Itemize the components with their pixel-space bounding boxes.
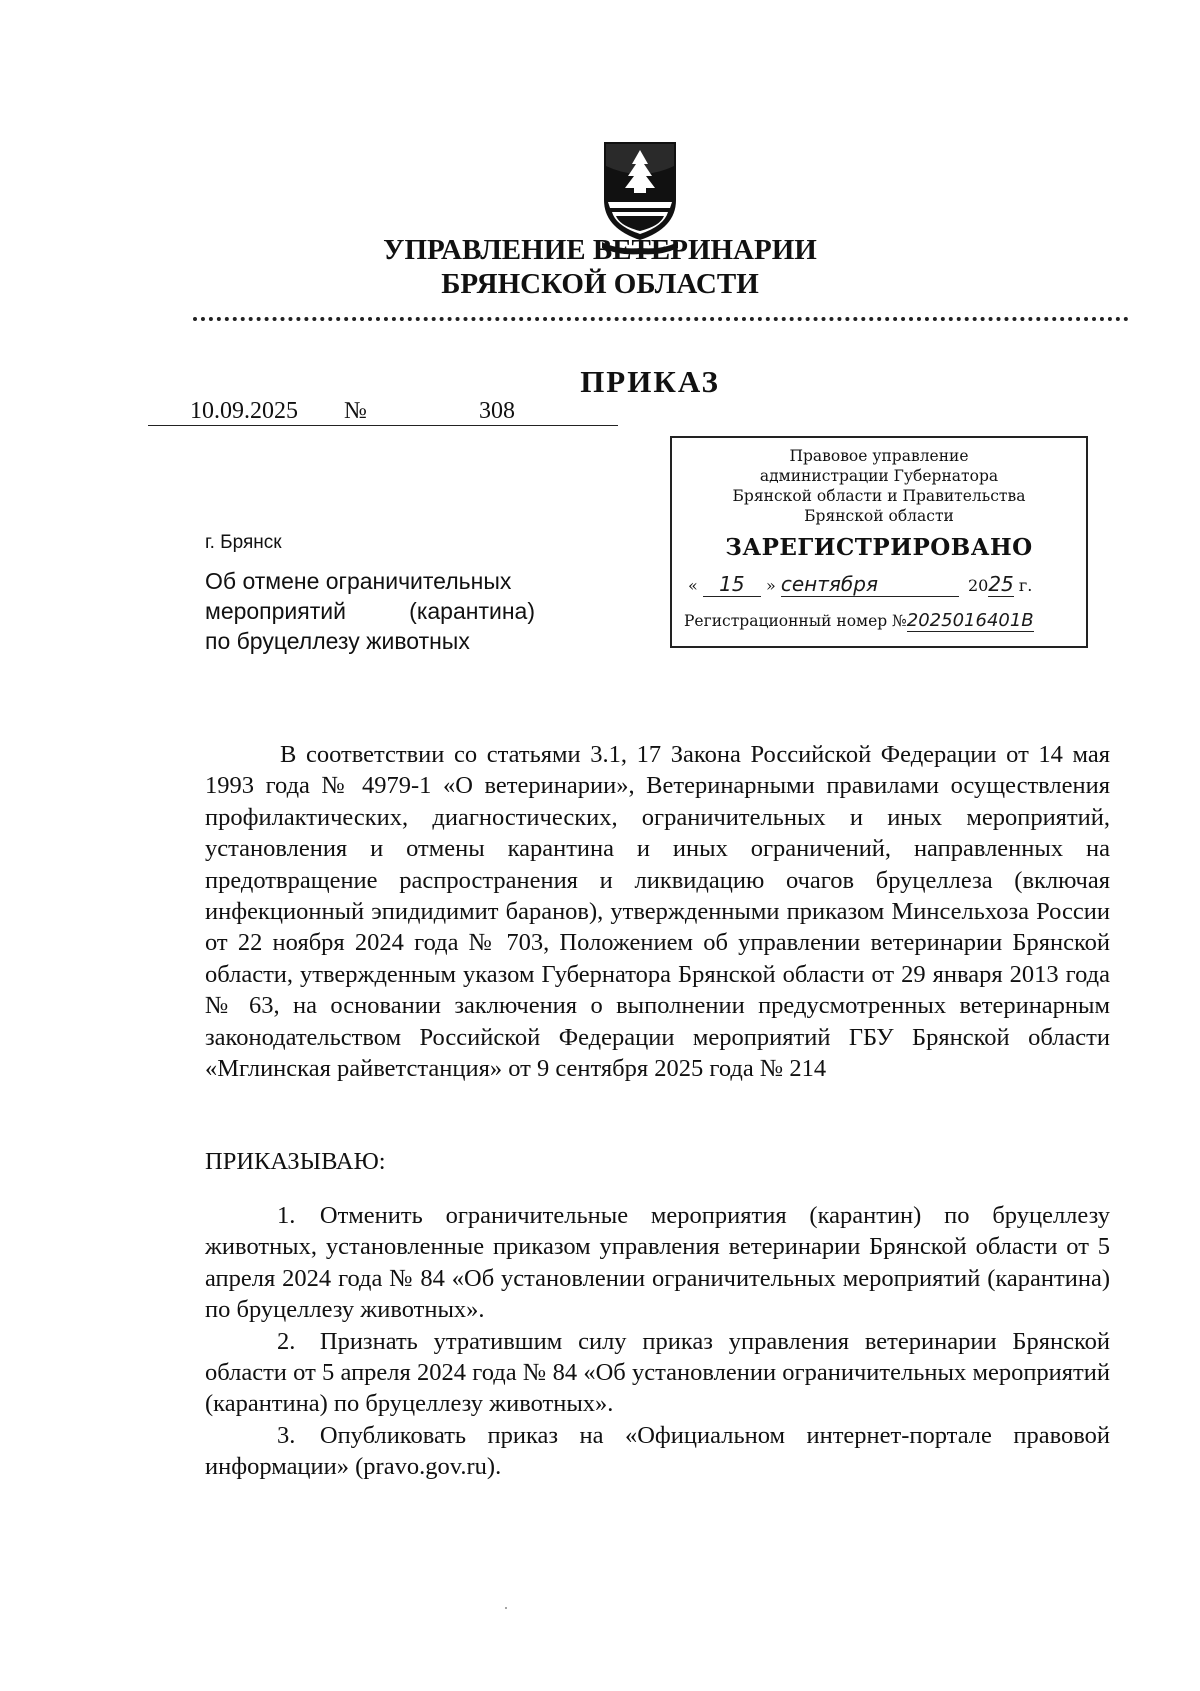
order-date: 10.09.2025 <box>190 398 298 424</box>
stamp-line4: Брянской области <box>804 507 954 525</box>
stamp-registered: ЗАРЕГИСТРИРОВАНО <box>725 534 1033 561</box>
order-subject <box>205 566 535 656</box>
stamp-reg-line <box>684 610 1080 632</box>
date-number-line <box>148 398 618 428</box>
header-divider <box>193 317 1129 321</box>
subject-line3: по бруцеллезу животных <box>205 628 470 654</box>
stamp-reg-number: 2025016401B <box>906 610 1034 631</box>
order-word: ПРИКАЗЫВАЮ: <box>205 1148 386 1175</box>
stamp-year: 25 <box>988 572 1014 596</box>
org-name-line2: БРЯНСКОЙ ОБЛАСТИ <box>441 268 759 300</box>
order-item-2: 2. Признать утратившим силу приказ управления ветеринарии Брянской области от 5 апреля 2024 года № 84 «Об установлении ограничительных мероприятий (карантина) по бруцеллезу животных». <box>205 1327 1110 1418</box>
subject-line1: Об отмене ограничительных <box>205 568 512 594</box>
stamp-month: сентября <box>781 572 959 597</box>
order-number: 308 <box>479 398 515 424</box>
stamp-line2: администрации Губернатора <box>759 467 999 485</box>
order-item-1: 1. Отменить ограничительные мероприятия (карантин) по бруцеллезу животных, установленные приказом управления ветеринарии Брянской области от 5 апреля 2024 года № 84 «Об установлении ограничительных мероприятий (карантина) по бруцеллезу животных». <box>205 1202 1110 1324</box>
order-items <box>205 1200 1110 1483</box>
org-name-line1: УПРАВЛЕНИЕ ВЕТЕРИНАРИИ <box>383 234 817 266</box>
number-sign: № <box>344 398 367 424</box>
stamp-line3: Брянской области и Правительства <box>732 487 1026 505</box>
subject-line2: мероприятий (карантина) <box>205 598 535 624</box>
registration-stamp <box>670 436 1088 648</box>
scan-speck <box>505 1607 507 1609</box>
order-item-3: 3. Опубликовать приказ на «Официальном интернет-портале правовой информации» (pravo.gov.ru). <box>205 1421 1110 1481</box>
stamp-line1: Правовое управление <box>789 447 969 465</box>
stamp-date-line: « 15 » сентября 2025 г. <box>688 572 1033 596</box>
stamp-day: 15 <box>703 572 761 597</box>
stamp-reg-label: Регистрационный номер № <box>684 612 907 630</box>
document-type: ПРИКАЗ <box>580 364 720 399</box>
preamble-paragraph: В соответствии со статьями 3.1, 17 Закона Российской Федерации от 14 мая 1993 года № 4979-1 «О ветеринарии», Ветеринарными правилами осуществления профилактических, диагностических, ограничительных и иных мероприятий, установления и отмены карантина и иных ограничений, направленных на предотвращение распространения и ликвидацию очагов бруцеллеза (включая инфекционный эпидидимит баранов), утвержденными приказом Минсельхоза России от 22 ноября 2024 года № 703, Положением об управлении ветеринарии Брянской области, утвержденным указом Губернатора Брянской области от 29 января 2013 года № 63, на основании заключения о выполнении предусмотренных ветеринарным законодательством Российской Федерации мероприятий ГБУ Брянской области «Мглинская райветстанция» от 9 сентября 2025 года № 214 <box>205 741 1110 1083</box>
city: г. Брянск <box>205 532 282 553</box>
